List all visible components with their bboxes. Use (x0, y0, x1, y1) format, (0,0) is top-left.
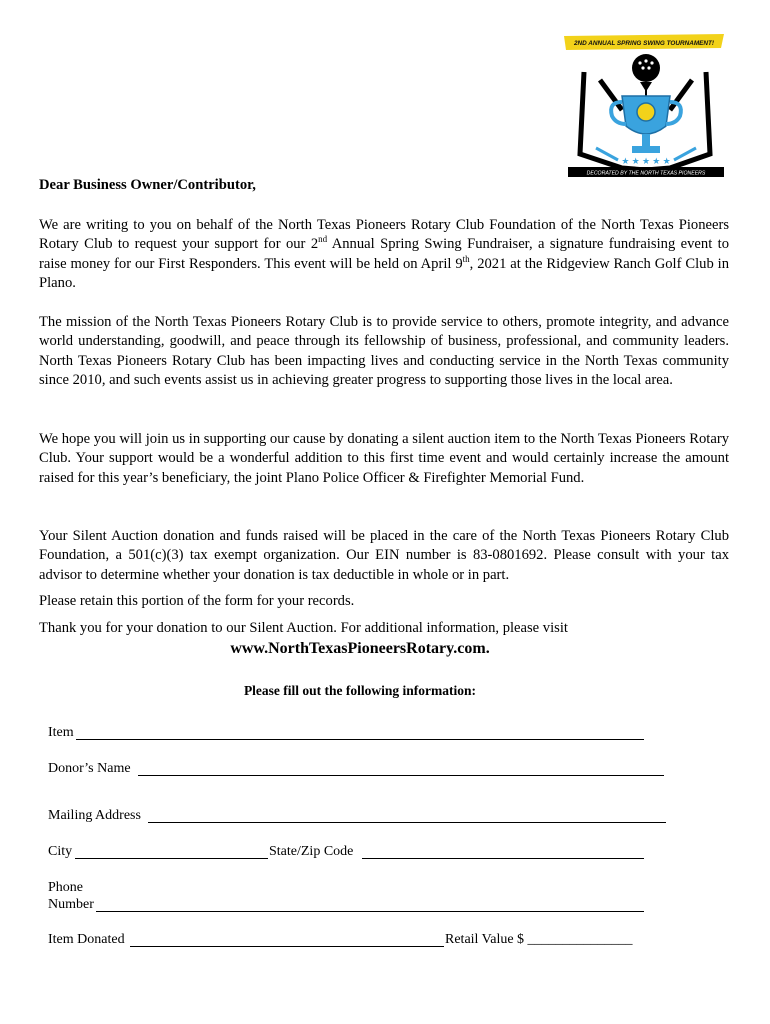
paragraph-2: The mission of the North Texas Pioneers Rotary Club is to provide service to others, promote integrity, and advance world understanding, goodwill, and peace through its fellowship of business, professional, and community leaders. North Texas Pioneers Rotary Club has been impacting lives and conducting service in the North Texas community since 2010, and such events assist us in achieving greater progress to supporting those lives in the local area. (39, 314, 729, 389)
golf-ball-icon (632, 54, 660, 82)
phone-label-line-2: Number (48, 897, 94, 912)
paragraph-1 (39, 216, 729, 294)
item-label: Item (48, 725, 74, 740)
stars-icon: ★ ★ ★ ★ ★ (621, 156, 671, 166)
rotary-golf-logo (560, 30, 732, 180)
p1-superscript-th: th (462, 253, 470, 264)
retain-note: Please retain this portion of the form for your records. (39, 593, 355, 609)
thanks-note: Thank you for your donation to our Silent Auction. For additional information, please visit (39, 620, 568, 636)
donor-name-field[interactable] (138, 775, 664, 776)
p1-text-c: , 2021 at the Ridgeview Ranch Golf Club in Plano. (39, 255, 729, 292)
state-zip-field[interactable] (362, 858, 644, 859)
salutation: Dear Business Owner/Contributor, (39, 177, 256, 193)
retail-value-label[interactable]: Retail Value $ _______________ (445, 932, 633, 947)
item-donated-field[interactable] (130, 946, 444, 947)
city-field[interactable] (75, 858, 268, 859)
phone-number-field[interactable] (96, 911, 644, 912)
p1-text-a: We are writing to you on behalf of the North Texas Pioneers Rotary Club Foundation of the North Texas Pioneers Rotary Club to request your support for our 2 (39, 217, 729, 253)
donor-name-label: Donor’s Name (48, 761, 131, 776)
paragraph-4: Your Silent Auction donation and funds raised will be placed in the care of the North Texas Pioneers Rotary Club Foundation, a 501(c)(3) tax exempt organization. Our EIN number is 83-0801692. Please consult with your tax advisor to determine whether your donation is tax deductible in whole or in part. (39, 528, 729, 583)
logo-banner-text: 2ND ANNUAL SPRING SWING TOURNAMENT! (573, 40, 715, 47)
paragraph-3: We hope you will join us in supporting our cause by donating a silent auction item to the North Texas Pioneers Rotary Club. Your support would be a wonderful addition to this first time event and would certainly increase the amount raised for this year’s beneficiary, the joint Plano Police Officer & Firefighter Memorial Fund. (39, 431, 729, 486)
website-link[interactable]: www.NorthTexasPioneersRotary.com. (230, 640, 490, 657)
phone-label-line-1: Phone (48, 880, 83, 895)
form-heading: Please fill out the following information: (243, 683, 477, 698)
p1-superscript-nd: nd (318, 234, 328, 245)
trophy-icon (611, 96, 681, 153)
logo-footer-text: DECORATED BY THE NORTH TEXAS PIONEERS (586, 170, 706, 177)
mailing-address-label: Mailing Address (48, 808, 141, 823)
state-zip-label: State/Zip Code (269, 844, 354, 859)
item-donated-label: Item Donated (48, 932, 125, 947)
item-field[interactable] (76, 739, 644, 740)
city-label: City (48, 844, 73, 859)
p1-text-b: Annual Spring Swing Fundraiser, a signature fundraising event to raise money for our First Responders. This event will be held on April 9 (39, 236, 730, 272)
mailing-address-field[interactable] (148, 822, 666, 823)
